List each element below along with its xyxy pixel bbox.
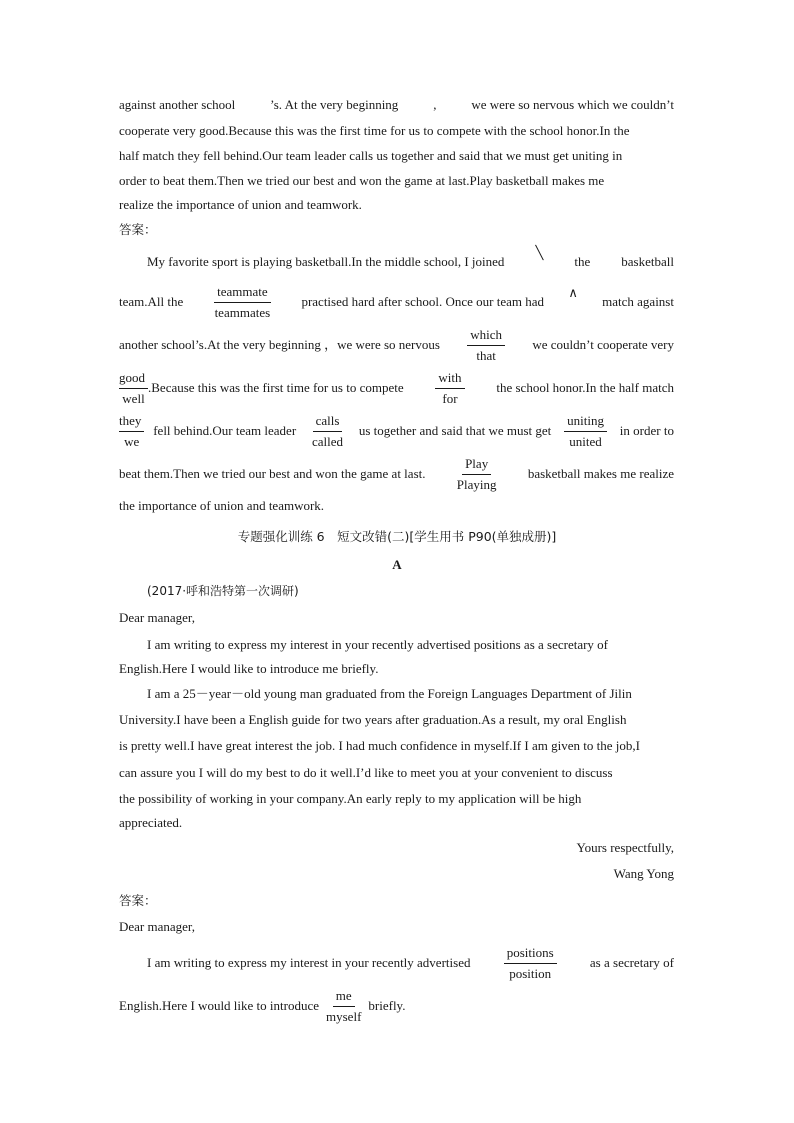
text: My favorite sport is playing basketball.In the middle school, I joined	[147, 254, 505, 269]
text: fell behind.Our team leader	[153, 423, 297, 438]
correction-fraction	[564, 412, 607, 451]
text: University.I have been a English guide for two years after graduation.As a result, my oral English	[119, 712, 627, 727]
correct-word: myself	[326, 1008, 362, 1024]
text: briefly.	[368, 998, 406, 1013]
insertion-mark-icon: ∧	[568, 286, 578, 301]
answer2-greeting: Dear manager,	[119, 919, 195, 934]
text: .Because this was the first time for us to compete	[148, 380, 404, 395]
text-group	[119, 369, 404, 408]
letter-p1-line-2: English.Here I would like to introduce me briefly.	[119, 661, 379, 676]
correct-word: called	[311, 433, 344, 449]
correct-word: that	[476, 347, 496, 363]
section-sub: A	[392, 557, 402, 572]
text: we were so nervous which we couldn’t	[471, 97, 674, 112]
wrong-word: teammate	[214, 283, 271, 303]
correction-fraction	[467, 326, 505, 365]
letter-p2-line-4	[119, 765, 674, 781]
correct-word: position	[509, 965, 552, 981]
text: English.Here I would like to introduce	[119, 998, 320, 1013]
answer1-line-4	[119, 368, 674, 408]
answer2-line-1	[147, 943, 674, 983]
letter-p2-line-1	[147, 686, 674, 702]
source-note: (2017·呼和浩特第一次调研)	[147, 584, 299, 598]
intro-line-2	[119, 123, 674, 139]
text: basketball	[621, 254, 674, 269]
correct-word: teammates	[214, 304, 271, 320]
text: ,	[433, 97, 437, 112]
text: basketball makes me realize	[527, 466, 674, 481]
text: the school honor.In the half match	[496, 380, 674, 395]
answer1-line-2	[119, 282, 674, 322]
text: is pretty well.I have great interest the job. I had much confidence in myself.If I am given to the job,I	[119, 738, 640, 753]
text: as a secretary of	[589, 955, 674, 970]
letter-closing: Yours respectfully,	[576, 840, 674, 855]
text: beat them.Then we tried our best and won the game at last.	[119, 466, 426, 481]
text: another school’s.At the very beginning ，we were so nervous	[119, 337, 440, 352]
correction-fraction	[323, 987, 364, 1026]
wrong-word: good	[119, 369, 148, 389]
correction-fraction	[309, 412, 346, 451]
answer1-line-5	[119, 411, 674, 451]
deletion-mark-icon: ╲	[535, 246, 544, 261]
wrong-word: Play	[462, 455, 491, 475]
text: order to beat them.Then we tried our best and won the game at last.Play basketball makes me	[119, 173, 605, 188]
answer2-line-2	[119, 986, 674, 1026]
answer-label: 答案：	[119, 893, 157, 908]
answer-label: 答案：	[119, 222, 157, 237]
text: can assure you I will do my best to do it well.I’d like to meet you at your convenient to discuss	[119, 765, 613, 780]
letter-greeting: Dear manager,	[119, 610, 195, 625]
correction-fraction	[119, 369, 148, 408]
intro-line-5: realize the importance of union and teamwork.	[119, 197, 362, 212]
text: I am writing to express my interest in your recently advertised positions as a secretary of	[147, 637, 609, 652]
text: in order to	[619, 423, 674, 438]
text: the possibility of working in your company.An early reply to my application will be high	[119, 791, 582, 806]
text: I am writing to express my interest in your recently advertised	[147, 955, 471, 970]
letter-p2-line-3	[119, 738, 674, 754]
wrong-word: which	[467, 326, 505, 346]
correction-fraction	[454, 455, 500, 494]
text: us together and said that we must get	[358, 423, 552, 438]
letter-p2-line-5	[119, 791, 674, 807]
text: team.All the	[119, 294, 184, 309]
wrong-word: calls	[313, 412, 343, 432]
intro-line-3	[119, 148, 674, 164]
answer1-line-1	[147, 246, 674, 274]
text: against another school	[119, 97, 236, 112]
text: I am a 25－year－old young man graduated from the Foreign Languages Department of Jilin	[147, 686, 632, 701]
letter-p2-line-6: appreciated.	[119, 815, 183, 830]
text: the	[574, 254, 591, 269]
correct-word: united	[569, 433, 602, 449]
intro-line-1	[119, 97, 674, 113]
correct-word: we	[124, 433, 140, 449]
answer1-line-7: the importance of union and teamwork.	[119, 498, 325, 513]
wrong-word: with	[435, 369, 464, 389]
correction-fraction	[504, 944, 557, 983]
text: match against	[602, 294, 674, 309]
correction-fraction	[435, 369, 464, 408]
intro-line-4	[119, 173, 674, 189]
text: half match they fell behind.Our team leader calls us together and said that we must get uniting in	[119, 148, 623, 163]
correct-word: for	[442, 390, 458, 406]
letter-signature: Wang Yong	[613, 866, 674, 881]
text: we couldn’t cooperate very	[532, 337, 674, 352]
letter-p2-line-2	[119, 712, 674, 728]
text: cooperate very good.Because this was the first time for us to compete with the school honor.In the	[119, 123, 630, 138]
text: ’s. At the very beginning	[270, 97, 399, 112]
wrong-word: positions	[504, 944, 557, 964]
correct-word: well	[122, 390, 145, 406]
section-heading: 专题强化训练 6 短文改错(二)[学生用书 P90(单独成册)]	[237, 529, 557, 544]
correction-fraction	[119, 412, 144, 451]
text: practised hard after school. Once our team had	[301, 294, 545, 309]
wrong-word: they	[119, 412, 144, 432]
wrong-word: me	[333, 987, 355, 1007]
correction-fraction	[212, 283, 274, 322]
correct-word: Playing	[456, 476, 497, 492]
answer1-line-3	[119, 325, 674, 365]
wrong-word: uniting	[564, 412, 607, 432]
answer1-line-6	[119, 454, 674, 494]
letter-p1-line-1	[147, 637, 674, 653]
